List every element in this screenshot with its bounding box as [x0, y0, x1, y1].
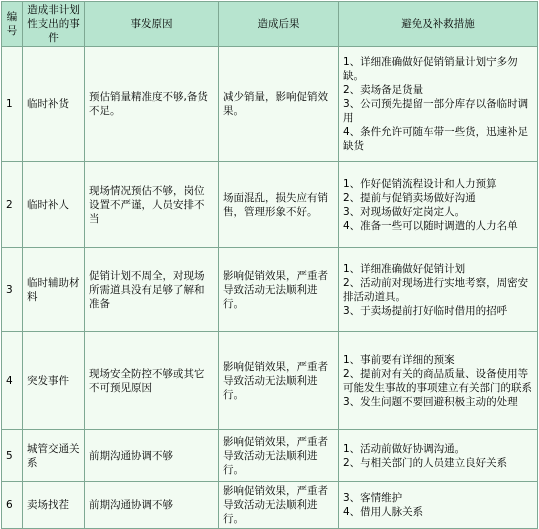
row-event: 临时补货: [23, 47, 85, 162]
row-effect: 减少销量，影响促销效果。: [219, 47, 339, 162]
measure-item: 3、客情维护: [343, 492, 403, 504]
row-event: 突发事件: [23, 332, 85, 430]
row-effect: 影响促销效果，严重者导致活动无法顺利进行。: [219, 482, 339, 529]
table-row: [2, 248, 538, 332]
measure-item: 1、详细准确做好促销计划: [343, 262, 466, 275]
header-number: 编号: [2, 2, 23, 47]
row-cause: 促销计划不周全，对现场所需道具没有足够了解和准备: [85, 248, 219, 332]
row-measures: [339, 248, 538, 332]
measure-item: 4、条件允许可随车带一些货，迅速补足缺货: [343, 126, 529, 152]
row-effect: 影响促销效果，严重者导致活动无法顺利进行。: [219, 430, 339, 482]
measure-item: 2、卖场备足货量: [343, 84, 424, 96]
row-cause: 现场情况预估不够，岗位设置不严谨，人员安排不当: [85, 162, 219, 248]
row-number: 3: [2, 248, 23, 332]
measure-item: 3、于卖场提前打好临时借用的招呼: [343, 304, 508, 317]
row-effect: 影响促销效果，严重者导致活动无法顺利进行。: [219, 332, 339, 430]
measure-item: 3、对现场做好定岗定人。: [343, 205, 466, 218]
row-number: 6: [2, 482, 23, 529]
row-effect: 影响促销效果，严重者导致活动无法顺利进行。: [219, 248, 339, 332]
header-cause: 事发原因: [85, 2, 219, 47]
table-row: [2, 430, 538, 482]
header-row: [2, 2, 538, 47]
header-measures: 避免及补救措施: [339, 2, 538, 47]
row-number: 1: [2, 47, 23, 162]
measure-item: 1、详细准确做好促销销量计划宁多勿缺。: [343, 56, 518, 82]
row-number: 5: [2, 430, 23, 482]
table-row: [2, 332, 538, 430]
table-row: [2, 162, 538, 248]
measure-item: 1、作好促销流程设计和人力预算: [343, 177, 497, 190]
measure-item: 2、活动前对现场进行实地考察，周密安排活动道具。: [343, 276, 529, 303]
header-event: 造成非计划性支出的事件: [23, 2, 85, 47]
row-measures: [339, 332, 538, 430]
measure-item: 4、准备一些可以随时调遣的人力名单: [343, 219, 518, 232]
measure-item: 3、公司预先提留一部分库存以备临时调用: [343, 98, 529, 124]
row-measures: [339, 482, 538, 529]
measure-item: 4、借用人脉关系: [343, 506, 424, 518]
row-event: 临时辅助材料: [23, 248, 85, 332]
measure-item: 2、提前对有关的商品质量、设备使用等可能发生事故的事项建立有关部门的联系: [343, 367, 532, 394]
measure-item: 1、活动前做好协调沟通。: [343, 442, 466, 455]
table-row: [2, 47, 538, 162]
row-effect: 场面混乱，损失应有销售，管理形象不好。: [219, 162, 339, 248]
row-event: 临时补人: [23, 162, 85, 248]
row-number: 4: [2, 332, 23, 430]
row-cause: 前期沟通协调不够: [85, 482, 219, 529]
row-measures: [339, 47, 538, 162]
row-cause: 前期沟通协调不够: [85, 430, 219, 482]
row-measures: [339, 162, 538, 248]
measure-item: 3、发生问题不要回避积极主动的处理: [343, 395, 518, 408]
header-effect: 造成后果: [219, 2, 339, 47]
measure-item: 2、提前与促销卖场做好沟通: [343, 191, 476, 204]
table-row: [2, 482, 538, 529]
measure-item: 2、与相关部门的人员建立良好关系: [343, 456, 508, 469]
row-event: 卖场找茬: [23, 482, 85, 529]
row-event: 城管交通关系: [23, 430, 85, 482]
measure-item: 1、事前要有详细的预案: [343, 353, 455, 366]
row-measures: [339, 430, 538, 482]
row-cause: 预估销量精准度不够,备货不足。: [85, 47, 219, 162]
measures-table: [1, 1, 538, 529]
row-cause: 现场安全防控不够或其它不可预见原因: [85, 332, 219, 430]
row-number: 2: [2, 162, 23, 248]
